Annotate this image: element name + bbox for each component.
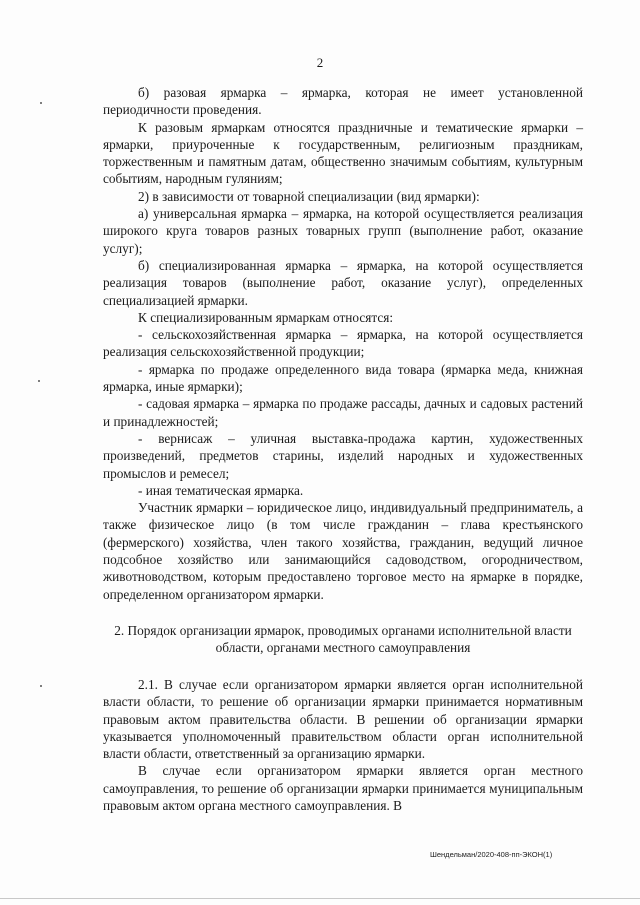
- paragraph: а) универсальная ярмарка – ярмарка, на которой осуществляется реализация широкого круга товаров разных товарных групп (выполнение работ, оказание услуг);: [103, 206, 583, 256]
- paragraph: - сельскохозяйственная ярмарка – ярмарка, на которой осуществляется реализация сельскохозяйственной продукции;: [103, 327, 583, 360]
- paragraph: 2.1. В случае если организатором ярмарки является орган исполнительной власти области, то решение об организации ярмарки принимается нормативным правовым актом правительства области. В решении об организации ярмарки указывается уполномоченный правительством области орган исполнительной власти области, ответственный за организацию ярмарки.: [103, 676, 583, 762]
- scan-speck: [38, 380, 40, 382]
- scan-speck: [40, 685, 42, 687]
- document-id-mark: Шендельман/2020-408-пп-ЭКОН(1): [430, 850, 553, 859]
- paragraph: - иная тематическая ярмарка.: [138, 482, 304, 498]
- paragraph: Участник ярмарки – юридическое лицо, индивидуальный предприниматель, а также физическое лицо (в том числе гражданин – глава крестьянского (фермерского) хозяйства, член такого хозяйства, гражданин, ведущий личное подсобное хозяйство или занимающийся садоводством, огородничеством, животноводством, которым предоставлено торговое место на ярмарке в порядке, определенном организатором ярмарки.: [103, 500, 583, 602]
- paragraph: - ярмарка по продаже определенного вида товара (ярмарка меда, книжная ярмарка, иные ярмарки);: [103, 361, 583, 395]
- paragraph: б) разовая ярмарка – ярмарка, которая не имеет установленной периодичности проведения.: [103, 85, 583, 118]
- page-number: 2: [316, 55, 324, 70]
- paragraph: - садовая ярмарка – ярмарка по продаже рассады, дачных и садовых растений и принадлежностей;: [103, 396, 583, 429]
- paragraph: б) специализированная ярмарка – ярмарка, на которой осуществляется реализация товаров (выполнение работ, оказание услуг), определенных специализацией ярмарки.: [103, 257, 583, 308]
- paragraph: - вернисаж – уличная выставка-продажа картин, художественных произведений, предметов старины, изделий народных и художественных промыслов и ремесел;: [103, 430, 583, 481]
- paragraph: В случае если организатором ярмарки является орган местного самоуправления, то решение об организации ярмарки принимается муниципальным правовым актом органа местного самоуправления. В: [103, 763, 583, 813]
- paragraph: К разовым ярмаркам относятся праздничные и тематические ярмарки – ярмарки, приуроченные к государственным, религиозным праздникам, торжественным и памятным датам, общественно значимым событиям, культурным событиям, народным гуляниям;: [103, 119, 583, 187]
- scan-speck: [40, 102, 42, 104]
- paragraph: К специализированным ярмаркам относятся:: [138, 309, 394, 325]
- page-bottom-edge: [0, 898, 640, 899]
- paragraph: 2) в зависимости от товарной специализации (вид ярмарки):: [138, 188, 480, 204]
- section-heading: 2. Порядок организации ярмарок, проводимых органами исполнительной власти области, органами местного самоуправления: [114, 622, 572, 656]
- document-body: [103, 84, 583, 814]
